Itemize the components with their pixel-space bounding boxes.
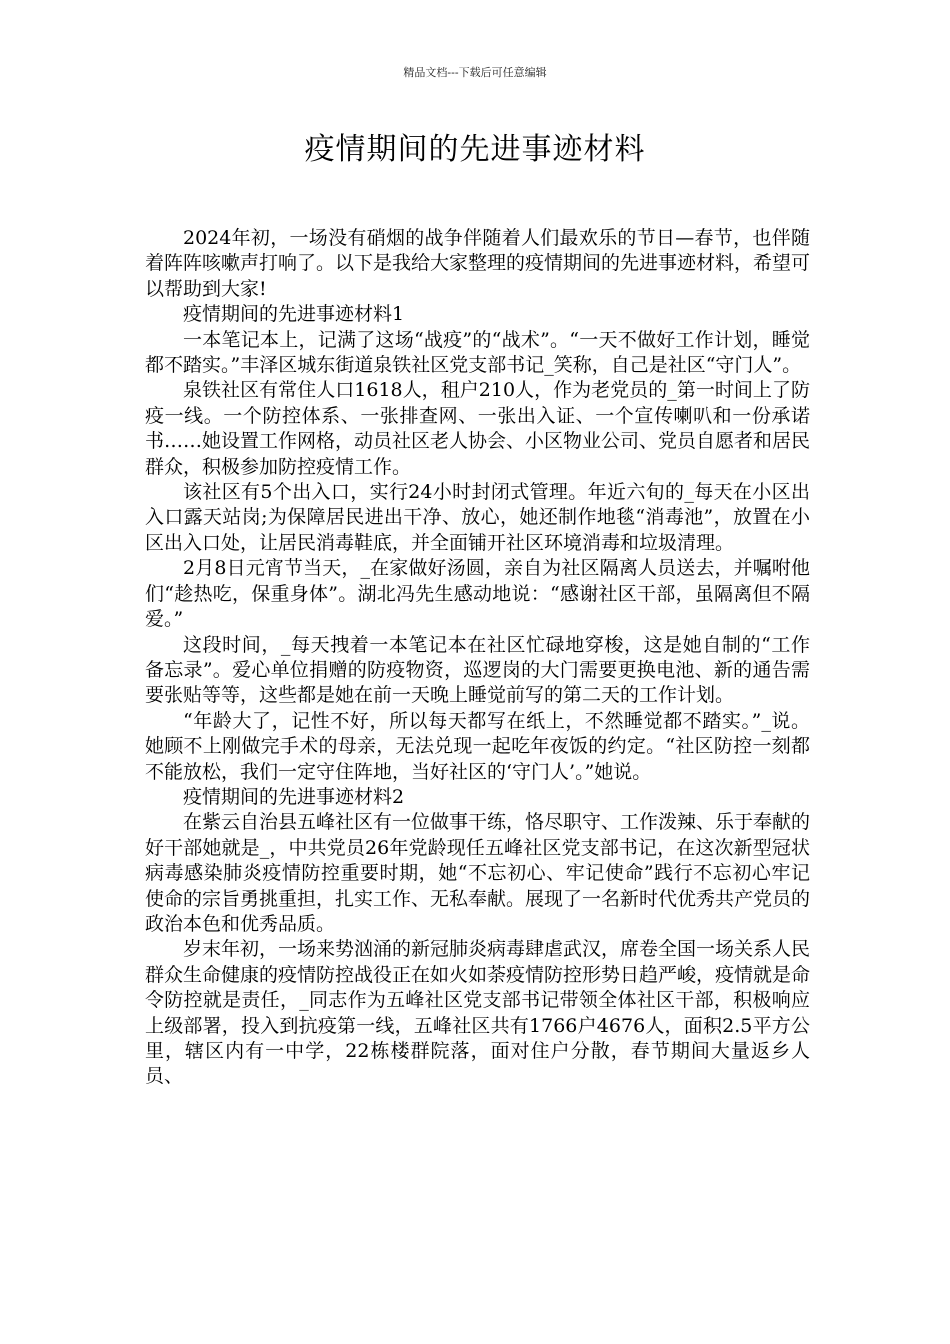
paragraph: 2月8日元宵节当天，_在家做好汤圆，亲自为社区隔离人员送去，并嘱咐他们“趁热吃，保重身体”。湖北冯先生感动地说：“感谢社区干部，虽隔离但不隔爱。” <box>145 557 810 631</box>
paragraph: 在紫云自治县五峰社区有一位做事干练，恪尽职守、工作泼辣、乐于奉献的好干部她就是_，中共党员26年党龄现任五峰社区党支部书记，在这次新型冠状病毒感染肺炎疫情防控重要时期，她“不忘初心、牢记使命”践行不忘初心牢记使命的宗旨勇挑重担，扎实工作、无私奉献。展现了一名新时代优秀共产党员的政治本色和优秀品质。 <box>145 811 811 935</box>
paragraph: 这段时间，_每天拽着一本笔记本在社区忙碌地穿梭，这是她自制的“工作备忘录”。爱心单位捐赠的防疫物资，巡逻岗的大门需要更换电池、新的通告需要张贴等等，这些都是她在前一天晚上睡觉前写的第二天的工作计划。 <box>145 633 810 707</box>
paragraph-intro: 2024年初，一场没有硝烟的战争伴随着人们最欢乐的节日—春节，也伴随着阵阵咳嗽声打响了。以下是我给大家整理的疫情期间的先进事迹材料，希望可以帮助到大家! <box>145 227 811 300</box>
paragraph: 泉铁社区有常住人口1618人，租户210人，作为老党员的_第一时间上了防疫一线。一个防控体系、一张排查网、一张出入证、一个宣传喇叭和一份承诺书……她设置工作网格，动员社区老人协会、小区物业公司、党员自愿者和居民群众，积极参加防控疫情工作。 <box>145 379 811 478</box>
section-heading-2: 疫情期间的先进事迹材料2 <box>183 785 405 808</box>
paragraph: 一本笔记本上，记满了这场“战疫”的“战术”。“一天不做好工作计划，睡觉都不踏实。”丰泽区城东街道泉铁社区党支部书记_笑称，自己是社区“守门人”。 <box>145 328 810 377</box>
paragraph: 岁末年初，一场来势汹涌的新冠肺炎病毒肆虐武汉，席卷全国一场关系人民群众生命健康的疫情防控战役正在如火如荼疫情防控形势日趋严峻，疫情就是命令防控就是责任，_同志作为五峰社区党支部书记带领全体社区干部，积极响应上级部署，投入到抗疫第一线，五峰社区共有1766户4676人，面积2.5平方公里，辖区内有一中学，22栋楼群院落，面对住户分散，春节期间大量返乡人员、 <box>145 938 811 1088</box>
document-title: 疫情期间的先进事迹材料 <box>304 132 646 167</box>
document-body <box>145 226 810 1090</box>
page-header-note: 精品文档---下载后可任意编辑 <box>403 66 547 79</box>
paragraph: “年龄大了，记性不好，所以每天都写在纸上，不然睡觉都不踏实。”_说。她顾不上刚做完手术的母亲，无法兑现一起吃年夜饭的约定。“社区防控一刻都不能放松，我们一定守住阵地，当好社区的‘守门人’。”她说。 <box>145 709 810 783</box>
paragraph: 该社区有5个出入口，实行24小时封闭式管理。年近六旬的_每天在小区出入口露天站岗;为保障居民进出干净、放心，她还制作地毯“消毒池”，放置在小区出入口处，让居民消毒鞋底，并全面铺开社区环境消毒和垃圾清理。 <box>145 481 810 554</box>
section-heading-1: 疫情期间的先进事迹材料1 <box>183 303 405 326</box>
